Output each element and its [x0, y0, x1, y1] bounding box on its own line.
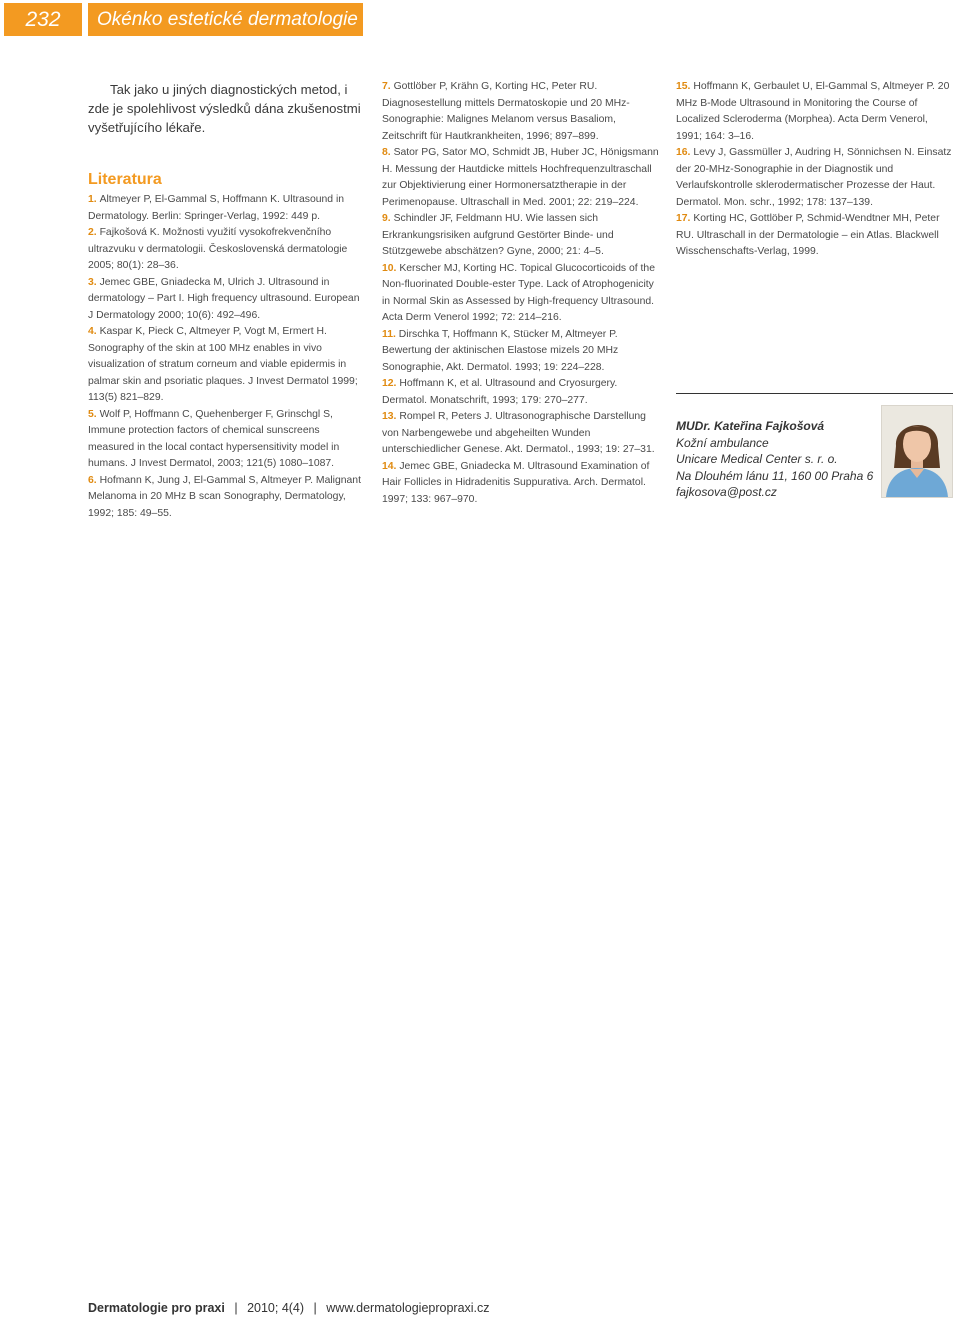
- reference-number: 4.: [88, 326, 97, 337]
- reference-item: [88, 407, 364, 473]
- reference-item: [382, 79, 659, 145]
- reference-text: Wolf P, Hoffmann C, Quehenberger F, Grinschgl S, Immune protection factors of chemical sunscreens measured in the local contact hypersensitivity model in humans. J Invest Dermatol, 2003; 121(5) 1080–1087.: [88, 408, 340, 469]
- reference-text: Kaspar K, Pieck C, Altmeyer P, Vogt M, Ermert H. Sonography of the skin at 100 MHz enables in vivo visualization of stratum corneum and viable epidermis in palmar skin and psoriatic plaques. J Invest Dermatol 1999; 113(5) 821–829.: [88, 326, 358, 403]
- reference-number: 5.: [88, 408, 97, 420]
- reference-number: 15.: [676, 81, 691, 92]
- reference-text: Rompel R, Peters J. Ultrasonographische Darstellung von Narbengewebe und abgeheilten Wunden unterschiedlicher Genese. Akt. Dermatol., 1993; 19: 27–31.: [382, 411, 655, 455]
- reference-text: Dirschka T, Hoffmann K, Stücker M, Altmeyer P. Bewertung der aktinischen Elastose mizels 20 MHz Sonographie, Akt. Dermatol. 1993; 19: 224–228.: [382, 328, 619, 373]
- footer-separator: |: [234, 1301, 238, 1315]
- footer-separator: |: [313, 1301, 317, 1315]
- reference-number: 1.: [88, 194, 97, 205]
- reference-number: 13.: [382, 411, 397, 422]
- reference-item: [88, 473, 364, 523]
- reference-item: [676, 79, 953, 145]
- reference-item: [88, 225, 364, 275]
- reference-number: 2.: [88, 227, 97, 238]
- reference-text: Sator PG, Sator MO, Schmidt JB, Huber JC, Hönigsmann H. Messung der Hautdicke mittels Hochfrequenzultraschall zur Objektivierung einer Hormonersatztherapie in der Perimenopause. Ultraschall in Med. 2001; 22: 219–224.: [382, 147, 659, 208]
- reference-item: [88, 275, 364, 325]
- reference-number: 16.: [676, 147, 691, 158]
- reference-item: [382, 145, 659, 211]
- author-photo: [881, 405, 953, 498]
- reference-number: 8.: [382, 147, 391, 158]
- reference-item: [676, 211, 953, 261]
- reference-text: Hofmann K, Jung J, El-Gammal S, Altmeyer P. Malignant Melanoma in 20 MHz B scan Sonography, Dermatology, 1992; 185: 49–55.: [88, 474, 361, 519]
- reference-number: 7.: [382, 81, 391, 92]
- reference-item: [382, 261, 659, 327]
- references-column-2: [382, 79, 659, 508]
- reference-number: 12.: [382, 378, 397, 389]
- reference-text: Schindler JF, Feldmann HU. Wie lassen sich Erkrankungsrisiken aufgrund Gestörter Binde- und Stützgewebe abschätzen? Gyne, 2000; 21: 4–5.: [382, 213, 614, 257]
- reference-item: [382, 459, 659, 509]
- reference-text: Kerscher MJ, Korting HC. Topical Glucocorticoids of the Non-fluorinated Double-ester Type. Lack of Atrophogenicity in Normal Skin as Assessed by High-frequency Ultrasound. Acta Derm Venerol 1992; 72: 214–216.: [382, 262, 655, 323]
- reference-item: [382, 376, 659, 409]
- literature-heading: Literatura: [88, 171, 162, 188]
- reference-number: 11.: [382, 328, 396, 340]
- references-column-3: [676, 79, 953, 261]
- references-column-1: [88, 192, 364, 522]
- author-department: Kožní ambulance: [676, 435, 769, 450]
- reference-number: 6.: [88, 474, 97, 486]
- author-email: fajkosova@post.cz: [676, 485, 777, 500]
- page-number: 232: [4, 3, 82, 36]
- reference-number: 10.: [382, 262, 397, 274]
- author-portrait-image: [882, 406, 952, 497]
- reference-text: Altmeyer P, El-Gammal S, Hoffmann K. Ultrasound in Dermatology. Berlin: Springer-Verlag, 1992: 449 p.: [88, 194, 345, 222]
- reference-text: Korting HC, Gottlöber P, Schmid-Wendtner MH, Peter RU. Ultraschall in der Dermatologie – ein Atlas. Blackwell Wisschenschafts-Verlag, 1999.: [676, 213, 940, 257]
- reference-number: 14.: [382, 460, 397, 472]
- footer-journal: Dermatologie pro praxi: [88, 1301, 225, 1315]
- reference-text: Gottlöber P, Krähn G, Korting HC, Peter RU. Diagnosestellung mittels Dermatoskopie und 20 MHz-Sonographie: Malignes Melanom versus Basaliom, Zeitschrift für Hautkrankheiten, 1996; 897–899.: [382, 81, 630, 142]
- reference-item: [676, 145, 953, 211]
- author-divider: [676, 393, 953, 394]
- reference-text: Hoffmann K, Gerbaulet U, El-Gammal S, Altmeyer P. 20 MHz B-Mode Ultrasound in Monitoring the Course of Localized Scleroderma (Morphea). Acta Derm Venerol, 1991; 164: 3–16.: [676, 81, 950, 142]
- reference-text: Fajkošová K. Možnosti využití vysokofrekvenčního ultrazvuku v dermatologii. Československá dermatologie 2005; 80(1): 28–36.: [88, 227, 348, 271]
- author-block: [676, 418, 876, 501]
- reference-number: 9.: [382, 213, 391, 224]
- reference-text: Levy J, Gassmüller J, Audring H, Sönnichsen N. Einsatz der 20-MHz-Sonographie in der Diagnostik und Verlaufskontrolle sklerodermatischer Prozesse der Haut. Dermatol. Mon. schr., 1992; 178: 137–139.: [676, 147, 952, 208]
- author-institution: Unicare Medical Center s. r. o.: [676, 452, 838, 467]
- reference-text: Jemec GBE, Gniadecka M, Ulrich J. Ultrasound in dermatology – Part I. High frequency ultrasound. European J Dermatology 2000; 10(6): 492–496.: [88, 276, 360, 321]
- reference-item: [382, 409, 659, 459]
- reference-text: Hoffmann K, et al. Ultrasound and Cryosurgery. Dermatol. Monatschrift, 1993; 179: 270–277.: [382, 378, 618, 406]
- author-name: MUDr. Kateřina Fajkošová: [676, 419, 825, 433]
- page-footer: [88, 1301, 490, 1315]
- reference-item: [88, 192, 364, 225]
- footer-website[interactable]: www.dermatologiepropraxi.cz: [326, 1301, 490, 1315]
- reference-number: 17.: [676, 213, 691, 224]
- section-title: Okénko estetické dermatologie: [88, 3, 363, 36]
- reference-item: [382, 327, 659, 377]
- intro-paragraph: Tak jako u jiných diagnostických metod, i zde je spolehlivost výsledků dána zkušenostmi vyšetřujícího lékaře.: [88, 82, 361, 135]
- reference-text: Jemec GBE, Gniadecka M. Ultrasound Examination of Hair Follicles in Hidradenitis Suppurativa. Arch. Dermatol. 1997; 133: 967–970.: [382, 460, 650, 505]
- footer-issue: 2010; 4(4): [247, 1301, 305, 1315]
- author-address: Na Dlouhém lánu 11, 160 00 Praha 6: [676, 468, 874, 483]
- reference-number: 3.: [88, 276, 97, 288]
- reference-item: [382, 211, 659, 261]
- reference-item: [88, 324, 364, 407]
